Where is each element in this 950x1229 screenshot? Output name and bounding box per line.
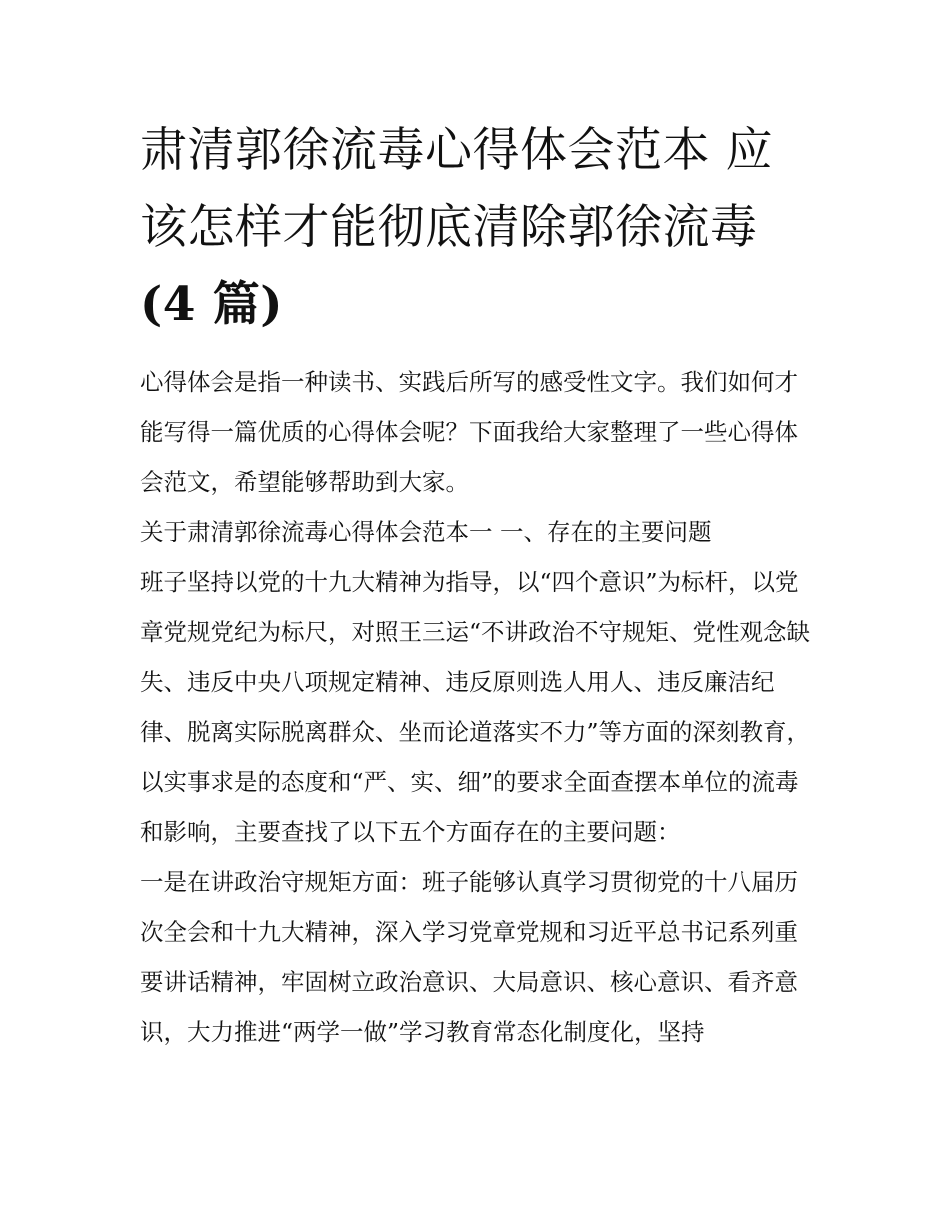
paragraph-problems-overview: 班子坚持以党的十九大精神为指导，以“四个意识”为标杆，以党章党规党纪为标尺，对照王三运“不讲政治不守规矩、党性观念缺失、违反中央八项规定精神、违反原则选人用人、违反廉洁纪律、脱离实际脱离群众、坐而论道落实不力”等方面的深刻教育，以实事求是的态度和“严、实、细”的要求全面查摆本单位的流毒和影响，主要查找了以下五个方面存在的主要问题： bbox=[140, 568, 811, 846]
document-title bbox=[140, 112, 820, 343]
title-suffix: (4 篇) bbox=[140, 277, 284, 332]
title-main: 肃清郭徐流毒心得体会范本 应该怎样才能彻底清除郭徐流毒 bbox=[140, 123, 773, 255]
document-body bbox=[140, 357, 820, 1057]
paragraph-section-heading: 关于肃清郭徐流毒心得体会范本一 一、存在的主要问题 bbox=[140, 518, 712, 546]
paragraph-politics-rules: 一是在讲政治守规矩方面：班子能够认真学习贯彻党的十八届历次全会和十九大精神，深入学习党章党规和习近平总书记系列重要讲话精神，牢固树立政治意识、大局意识、核心意识、看齐意识，大力推进“两学一做”学习教育常态化制度化，坚持 bbox=[140, 868, 798, 1046]
paragraph-intro: 心得体会是指一种读书、实践后所写的感受性文字。我们如何才能写得一篇优质的心得体会呢？下面我给大家整理了一些心得体会范文，希望能够帮助到大家。 bbox=[140, 368, 798, 496]
document-content bbox=[140, 112, 820, 1057]
